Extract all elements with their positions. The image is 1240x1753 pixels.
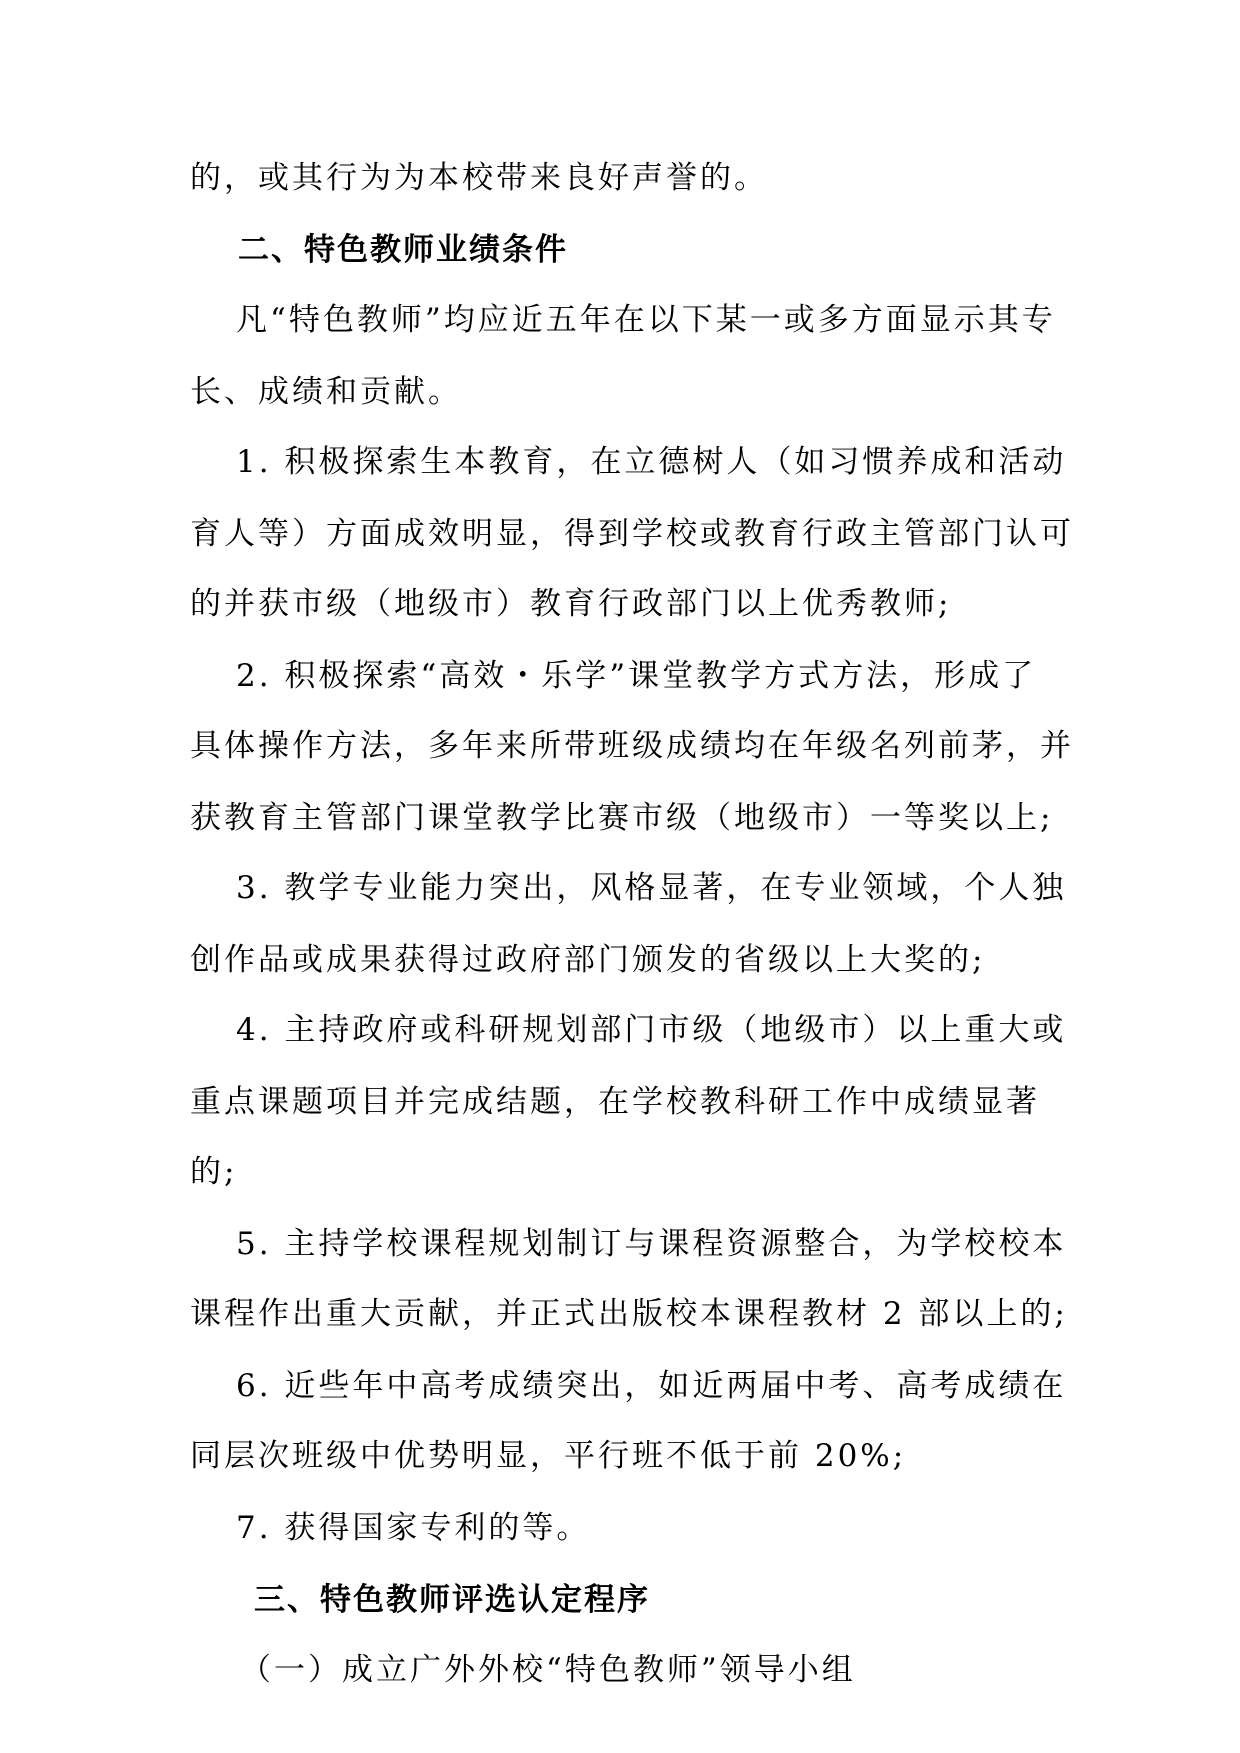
paragraph-line: 的，或其行为为本校带来良好声誉的。 [190,160,768,196]
list-item-3: 3. 教学专业能力突出，风格显著，在专业领域，个人独 [236,870,1067,906]
paragraph-line: 长、成绩和贡献。 [190,374,462,410]
paragraph-line: 的; [190,1154,238,1190]
list-item-4: 4. 主持政府或科研规划部门市级（地级市）以上重大或 [236,1012,1067,1048]
paragraph-line: 课程作出重大贡献，并正式出版校本课程教材 2 部以上的; [190,1296,1068,1332]
paragraph-line: 育人等）方面成效明显，得到学校或教育行政主管部门认可 [190,516,1074,552]
section-heading-3: 三、特色教师评选认定程序 [254,1582,650,1618]
list-item-7: 7. 获得国家专利的等。 [236,1510,591,1546]
paragraph-line: 重点课题项目并完成结题，在学校教科研工作中成绩显著 [190,1084,1040,1120]
subsection-heading: （一）成立广外外校“特色教师”领导小组 [240,1652,856,1688]
paragraph-line: 同层次班级中优势明显，平行班不低于前 20%; [190,1438,907,1474]
list-item-5: 5. 主持学校课程规划制订与课程资源整合，为学校校本 [236,1226,1067,1262]
paragraph-line: 的并获市级（地级市）教育行政部门以上优秀教师; [190,586,952,622]
paragraph-line: 创作品或成果获得过政府部门颁发的省级以上大奖的; [190,942,986,978]
paragraph-line: 具体操作方法，多年来所带班级成绩均在年级名列前茅，并 [190,728,1074,764]
section-heading-2: 二、特色教师业绩条件 [238,232,568,268]
list-item-2: 2. 积极探索“高效・乐学”课堂教学方式方法，形成了 [236,658,1037,694]
paragraph-line: 获教育主管部门课堂教学比赛市级（地级市）一等奖以上; [190,800,1054,836]
list-item-6: 6. 近些年中高考成绩突出，如近两届中考、高考成绩在 [236,1368,1067,1404]
paragraph-line: 凡“特色教师”均应近五年在以下某一或多方面显示其专 [236,302,1056,338]
list-item-1: 1. 积极探索生本教育，在立德树人（如习惯养成和活动 [236,444,1067,480]
